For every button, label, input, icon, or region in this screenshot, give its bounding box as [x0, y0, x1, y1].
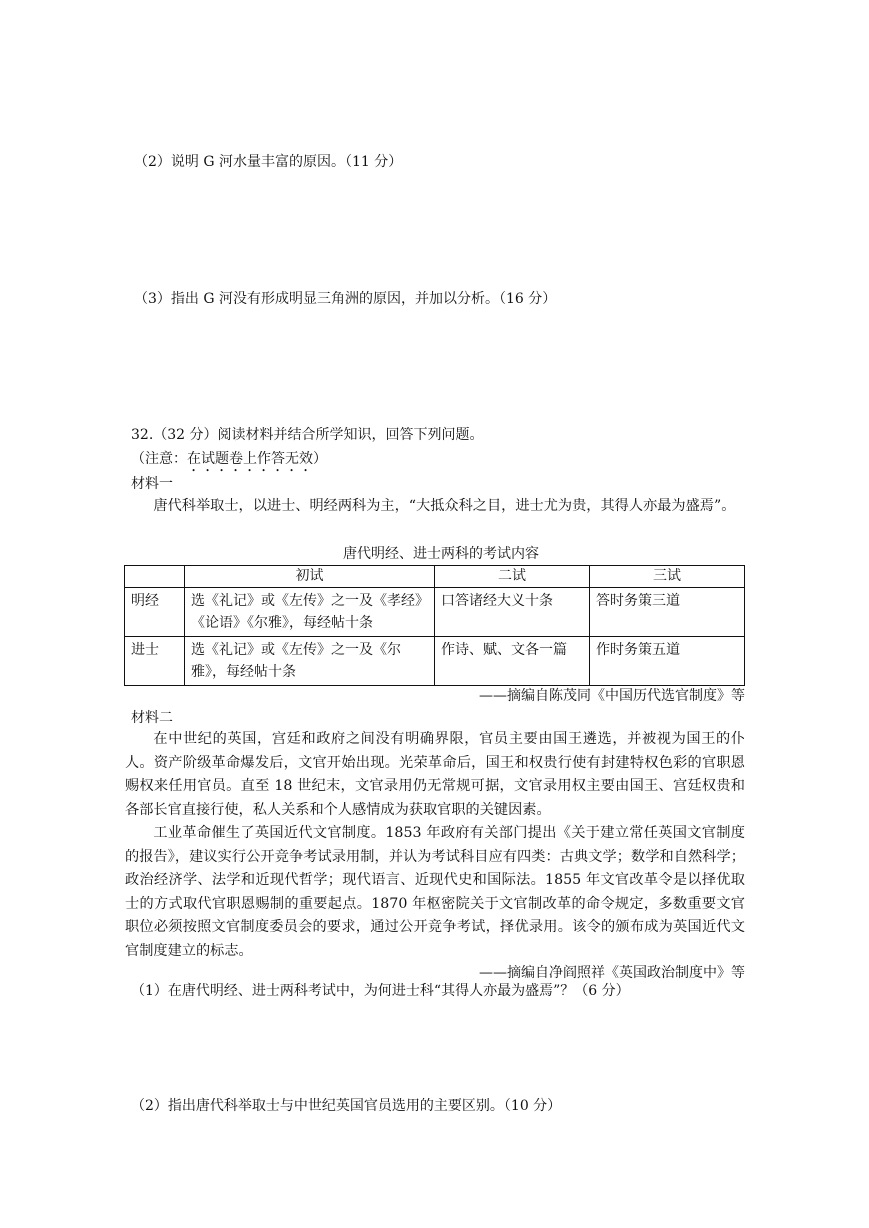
table-cell: 口答诸经大义十条 — [435, 588, 590, 637]
table-header-row — [125, 566, 745, 588]
material-2-source: ——摘编自净阎照祥《英国政治制度中》等 — [479, 965, 745, 981]
header-cell-first-exam: 初试 — [185, 566, 435, 588]
q32-note — [131, 450, 327, 475]
note-emphasis: 在试题卷上作答无效 — [187, 451, 313, 467]
table-caption: 唐代明经、进士两科的考试内容 — [343, 546, 539, 562]
material-1-source: ——摘编自陈茂同《中国历代选官制度》等 — [479, 688, 745, 704]
q32-header: 32.（32 分）阅读材料并结合所学知识，回答下列问题。 — [131, 427, 484, 443]
material-2-paragraph-1: 在中世纪的英国，宫廷和政府之间没有明确界限，官员主要由国王遴选，并被视为国王的仆人。资产阶级革命爆发后，文官开始出现。光荣革命后，国王和权贵行使有封建特权色彩的官职恩赐权来任用官员。直至 18 世纪末，文官录用仍无常规可据，文官录用权主要由国王、宫廷权贵和各部长官直接行使，私人关系和个人感情成为获取官职的关键因素。 — [125, 731, 745, 818]
material-2-paragraph-2: 工业革命催生了英国近代文官制度。1853 年政府有关部门提出《关于建立常任英国文官制度的报告》，建议实行公开竞争考试录用制，并认为考试科目应有四类：古典文学；数学和自然科学；政治经济学、法学和近现代哲学；现代语言、近现代史和国际法。1855 年文官改革令是以择优取士的方式取代官职恩赐制的重要起点。1870 年枢密院关于文官制改革的命令规定，多数重要文官职位必须按照文官制度委员会的要求，通过公开竞争考试，择优录用。该令的颁布成为英国近代文官制度建立的标志。 — [125, 825, 745, 959]
row-label-jinshi: 进士 — [125, 637, 185, 686]
exam-content-table — [124, 565, 745, 686]
row-label-mingjing: 明经 — [125, 588, 185, 637]
table-row — [125, 637, 745, 686]
sub-question-1: （1）在唐代明经、进士两科考试中，为何进士科“其得人亦最为盛焉”？（6 分） — [131, 983, 630, 999]
note-open: （注意： — [131, 451, 187, 467]
table-cell: 选《礼记》或《左传》之一及《尔雅》，每经帖十条 — [185, 637, 435, 686]
geo-question-3: （3）指出 G 河没有形成明显三角洲的原因，并加以分析。（16 分） — [134, 291, 557, 307]
table-cell: 作时务策五道 — [590, 637, 745, 686]
material-1-title: 材料一 — [131, 476, 173, 492]
header-cell-third-exam: 三试 — [590, 566, 745, 588]
table-cell: 答时务策三道 — [590, 588, 745, 637]
table-row — [125, 588, 745, 637]
sub-question-2: （2）指出唐代科举取士与中世纪英国官员选用的主要区别。（10 分） — [131, 1098, 562, 1114]
material-1-text: 唐代科举取士，以进士、明经两科为主，“大抵众科之目，进士尤为贵，其得人亦最为盛焉”。 — [153, 498, 736, 514]
material-2-title: 材料二 — [131, 710, 173, 726]
geo-question-2: （2）说明 G 河水量丰富的原因。（11 分） — [134, 154, 403, 170]
note-close: ） — [313, 451, 327, 467]
table-cell: 选《礼记》或《左传》之一及《孝经》《论语》《尔雅》，每经帖十条 — [185, 588, 435, 637]
header-cell-second-exam: 二试 — [435, 566, 590, 588]
header-cell-empty — [125, 566, 185, 588]
table-cell: 作诗、赋、文各一篇 — [435, 637, 590, 686]
